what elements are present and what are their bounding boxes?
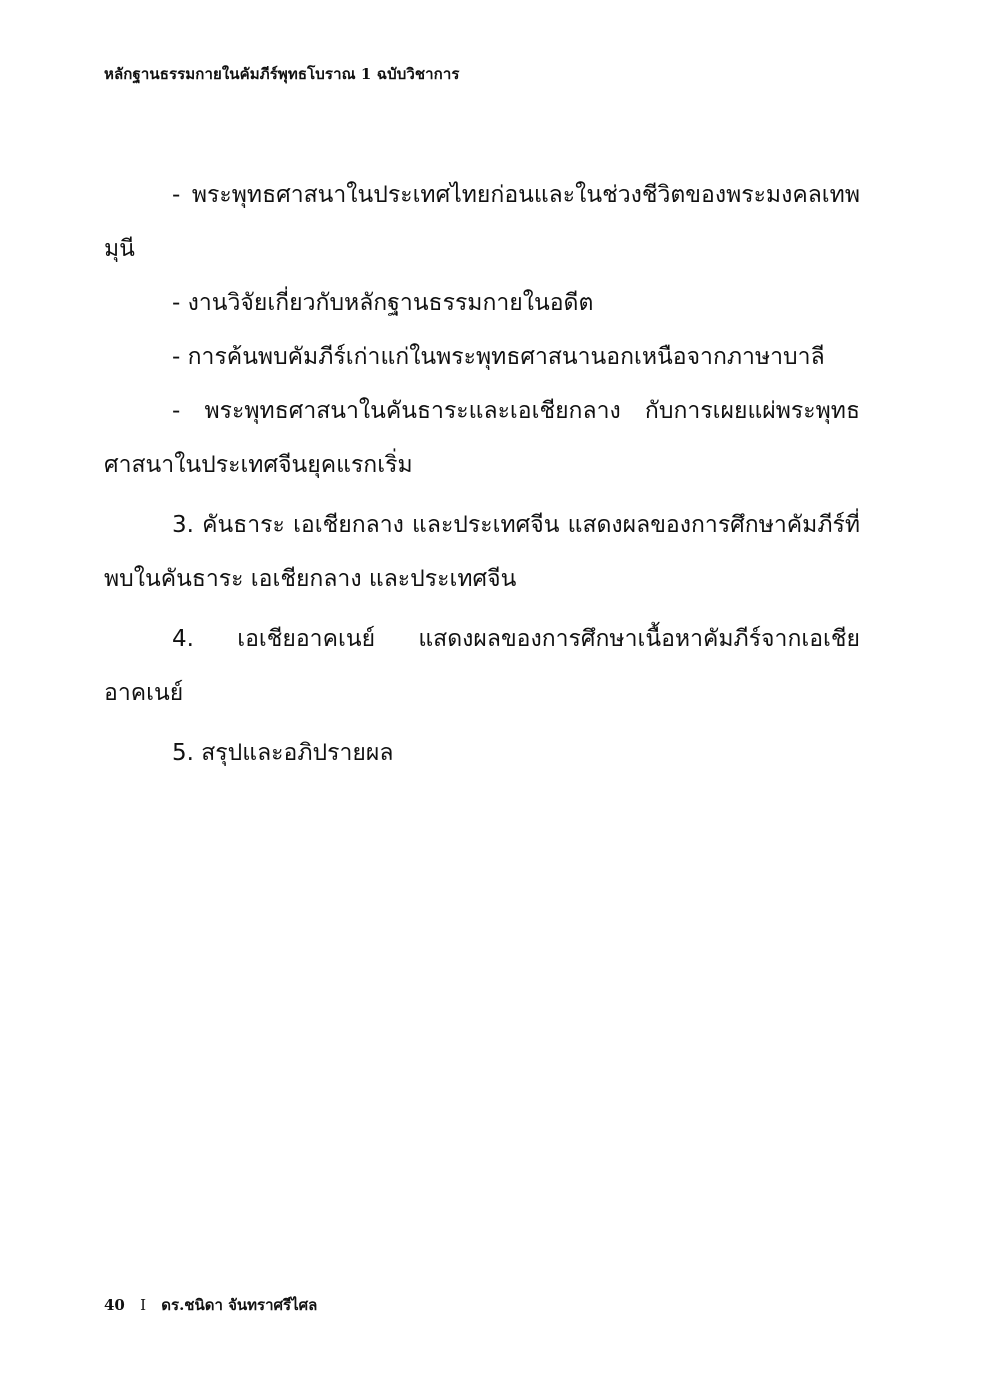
page-body [104, 168, 860, 780]
bullet-paragraph: - พระพุทธศาสนาในคันธาระและเอเชียกลาง กับการเผยแผ่พระพุทธศาสนาในประเทศจีนยุคแรกเริ่ม [104, 398, 860, 478]
running-header: หลักฐานธรรมกายในคัมภีร์พุทธโบราณ 1 ฉบับวิชาการ [104, 65, 460, 83]
numbered-paragraph: 5. สรุปและอภิปรายผล [172, 740, 394, 766]
page-number: 40 [104, 1296, 125, 1314]
page-footer [104, 1293, 317, 1317]
numbered-paragraph: 4. เอเชียอาคเนย์ แสดงผลของการศึกษาเนื้อหาคัมภีร์จากเอเชียอาคเนย์ [104, 626, 860, 706]
bullet-paragraph: - งานวิจัยเกี่ยวกับหลักฐานธรรมกายในอดีต [172, 290, 594, 316]
bullet-paragraph: - พระพุทธศาสนาในประเทศไทยก่อนและในช่วงชีวิตของพระมงคลเทพมุนี [104, 182, 860, 262]
bullet-paragraph: - การค้นพบคัมภีร์เก่าแก่ในพระพุทธศาสนานอกเหนือจากภาษาบาลี [172, 344, 825, 370]
author-name: ดร.ชนิดา จันทราศรีไศล [161, 1296, 318, 1314]
numbered-paragraph: 3. คันธาระ เอเชียกลาง และประเทศจีน แสดงผลของการศึกษาคัมภีร์ที่พบในคันธาระ เอเชียกลาง และประเทศจีน [104, 512, 860, 592]
footer-separator: I [140, 1296, 147, 1314]
